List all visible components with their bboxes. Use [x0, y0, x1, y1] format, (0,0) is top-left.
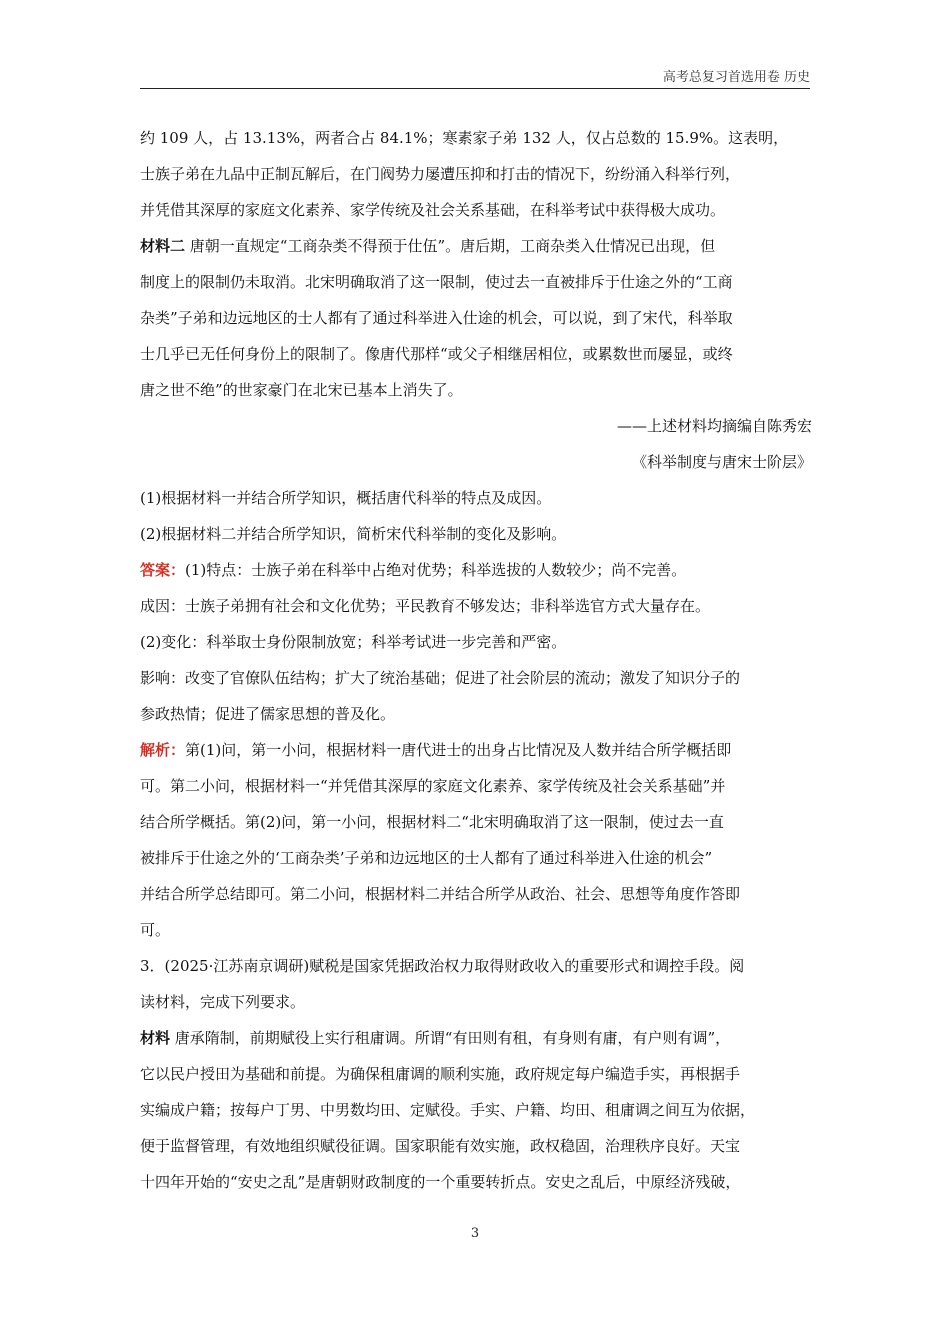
question3-line: 3．(2025·江苏南京调研)赋税是国家凭据政治权力取得财政收入的重要形式和调控手段。阅 [140, 957, 745, 975]
text-line: 它以民户授田为基础和前提。为确保租庸调的顺利实施，政府规定每户编造手实，再根据手 [140, 1065, 741, 1083]
analysis-first-line [140, 732, 812, 768]
source-attribution: ——上述材料均摘编自陈秀宏 [616, 417, 812, 435]
text-line: 唐朝一直规定“工商杂类不得预于仕伍”。唐后期，工商杂类入仕情况已出现，但 [185, 237, 716, 255]
material2-label: 材料二 [140, 237, 186, 255]
text-line: 结合所学概括。第(2)问，第一小问，根据材料二“北宋明确取消了这一限制，使过去一直 [140, 813, 724, 831]
text-line: (2)变化：科举取士身份限制放宽；科举考试进一步完善和严密。 [140, 633, 567, 651]
text-line: 唐承隋制，前期赋役上实行租庸调。所谓“有田则有租，有身则有庸，有户则有调”， [170, 1029, 731, 1047]
page-number: 3 [470, 1226, 480, 1241]
text-line: 十四年开始的“安史之乱”是唐朝财政制度的一个重要转折点。安史之乱后，中原经济残破， [140, 1173, 741, 1191]
text-line: 约 109 人，占 13.13%，两者合占 84.1%；寒素家子弟 132 人，仅占总数的 15.9%。这表明， [140, 129, 789, 147]
answer-first-line [140, 552, 812, 588]
material3-first-line [140, 1020, 812, 1056]
text-line: 士几乎已无任何身份上的限制了。像唐代那样“或父子相继居相位，或累数世而屡显，或终 [140, 345, 733, 363]
text-line: 士族子弟在九品中正制瓦解后，在门阀势力屡遭压抑和打击的情况下，纷纷涌入科举行列， [140, 165, 741, 183]
text-line: 唐之世不绝”的世家豪门在北宋已基本上消失了。 [140, 381, 463, 399]
material2-first-line [140, 228, 812, 264]
question3-line: 读材料，完成下列要求。 [140, 993, 306, 1011]
material3-label: 材料 [140, 1029, 171, 1047]
question-2: (2)根据材料二并结合所学知识，简析宋代科举制的变化及影响。 [140, 525, 567, 543]
text-line: 并结合所学总结即可。第二小问，根据材料二并结合所学从政治、社会、思想等角度作答即 [140, 885, 741, 903]
text-line: 可。 [140, 921, 171, 939]
text-line: 杂类”子弟和边远地区的士人都有了通过科举进入仕途的机会，可以说，到了宋代，科举取 [140, 309, 733, 327]
text-line: 实编成户籍；按每户丁男、中男数均田、定赋役。手实、户籍、均田、租庸调之间互为依据， [140, 1101, 756, 1119]
text-line: (1)特点：士族子弟在科举中占绝对优势；科举选拔的人数较少；尚不完善。 [185, 561, 687, 579]
text-line: 便于监督管理，有效地组织赋役征调。国家职能有效实施，政权稳固，治理秩序良好。天宝 [140, 1137, 741, 1155]
source-book: 《科举制度与唐宋士阶层》 [631, 453, 812, 471]
question-1: (1)根据材料一并结合所学知识，概括唐代科举的特点及成因。 [140, 489, 552, 507]
text-line: 第(1)问，第一小问，根据材料一唐代进士的出身占比情况及人数并结合所学概括即 [185, 741, 732, 759]
text-line: 影响：改变了官僚队伍结构；扩大了统治基础；促进了社会阶层的流动；激发了知识分子的 [140, 669, 741, 687]
header-title: 高考总复习首选用卷 历史 [662, 70, 810, 85]
text-line: 制度上的限制仍未取消。北宋明确取消了这一限制，使过去一直被排斥于仕途之外的“工商 [140, 273, 733, 291]
text-line: 参政热情；促进了儒家思想的普及化。 [140, 705, 396, 723]
text-line: 并凭借其深厚的家庭文化素养、家学传统及社会关系基础，在科举考试中获得极大成功。 [140, 201, 726, 219]
answer-label: 答案： [140, 561, 186, 579]
page-header [140, 62, 810, 89]
analysis-label: 解析： [140, 741, 186, 759]
text-line: 被排斥于仕途之外的‘工商杂类’子弟和边远地区的士人都有了通过科举进入仕途的机会” [140, 849, 713, 867]
text-line: 成因：士族子弟拥有社会和文化优势；平民教育不够发达；非科举选官方式大量存在。 [140, 597, 711, 615]
text-line: 可。第二小问，根据材料一“并凭借其深厚的家庭文化素养、家学传统及社会关系基础”并 [140, 777, 726, 795]
page-content [140, 120, 812, 1200]
